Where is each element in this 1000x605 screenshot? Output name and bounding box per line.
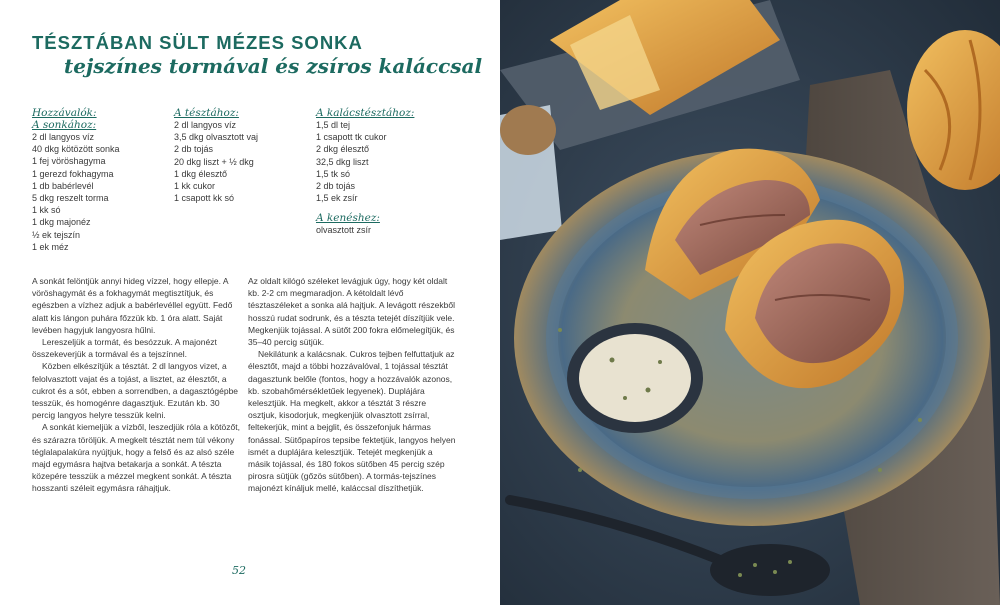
food-photo <box>500 0 1000 605</box>
thyme-leaf <box>558 328 562 332</box>
ingredients-column-dough <box>174 107 304 204</box>
thyme-leaf <box>878 468 882 472</box>
brush-heading: A kenéshez: <box>316 212 380 225</box>
ingredient-item: 20 dkg liszt + ½ dkg <box>174 156 254 167</box>
ingredient-item: 2 dl langyos víz <box>174 120 237 130</box>
ingredient-item: 40 dkg kötözött sonka <box>32 144 120 155</box>
instructions-column-2 <box>248 275 456 495</box>
ingredient-item: 1 kk cukor <box>174 181 216 192</box>
ingredient-item: 1 kk só <box>32 205 61 216</box>
instruction-paragraph: A sonkát kiemeljük a vízből, leszedjük róla a kötözőt, és szárazra töröljük. A megkelt tésztát nem túl vékony téglalapalakúra nyújtjuk, hogy a felső és az alsó széle majd egymásra hajtva betakarja a sonkát. A tészta közepére tesszük a mézzel megkent sonkát. A tészta hosszanti széleit egymásra ráhajtjuk. <box>32 422 240 494</box>
ingredient-item: 1 csapott kk só <box>174 193 235 204</box>
thyme-leaf <box>738 573 742 577</box>
ingredient-item: 2 dl langyos víz <box>32 132 95 142</box>
instruction-paragraph: Az oldalt kilógó széleket levágjuk úgy, hogy két oldalt kb. 2-2 cm megmaradjon. A kétoldalt lévő tésztaszéleket a sonka alá hajtjuk. A levágott részekből hosszú rudat sodrunk, és a tészta tetejét díszítjük vele. Megkenjük tojással. A sütőt 200 fokra előmelegítjük, és 35–40 percig sütjük. <box>248 276 455 348</box>
ingredient-item: 3,5 dkg olvasztott vaj <box>174 132 259 143</box>
page-number: 52 <box>232 564 246 577</box>
ingredients-column-bread <box>316 107 466 237</box>
thyme-leaf <box>918 418 922 422</box>
recipe-subtitle: tejszínes tormával és zsíros kaláccsal <box>64 54 483 78</box>
ingredient-item: 32,5 dkg liszt <box>316 156 369 167</box>
thyme-leaf <box>773 570 777 574</box>
thyme-leaf <box>646 388 651 393</box>
ingredient-item: 1 gerezd fokhagyma <box>32 168 114 179</box>
jar-lid <box>500 105 556 155</box>
instructions-column-1 <box>32 275 240 495</box>
horseradish-sauce <box>579 334 691 422</box>
instruction-paragraph: Lereszeljük a tormát, és besózzuk. A majonézt összekeverjük a tormával és a tejszínnel. <box>32 337 217 360</box>
ingredient-item: 1 dkg élesztő <box>174 168 228 179</box>
ingredient-item: 2 db tojás <box>316 181 356 192</box>
thyme-leaf <box>578 468 582 472</box>
thyme-leaf <box>658 360 662 364</box>
ingredient-item: 1 db babérlevél <box>32 180 94 191</box>
thyme-leaf <box>623 396 627 400</box>
ham-heading: A sonkához: <box>32 119 97 131</box>
ingredients-column-ham <box>32 107 162 253</box>
ingredient-item: 1 dkg majonéz <box>32 217 91 228</box>
instruction-paragraph: Közben elkészítjük a tésztát. 2 dl langyos vizet, a felolvasztott vajat és a tojást, a lisztet, az élesztőt, a cukrot és a sót, ebben a sorrendben, a dagasztógépbe tesszük, és homogénre dagasztjuk. Ezután kb. 30 percig langyos helyre tesszük kelni. <box>32 361 239 421</box>
ingredient-item: 1 csapott tk cukor <box>316 132 387 143</box>
ingredient-item: 5 dkg reszelt torma <box>32 193 109 204</box>
ingredient-item: ½ ek tejszín <box>32 229 81 240</box>
ingredient-item: 2 dkg élesztő <box>316 144 370 155</box>
bread-heading: A kalácstésztához: <box>316 107 415 119</box>
dough-heading: A tésztához: <box>174 107 239 119</box>
thyme-leaf <box>788 560 792 564</box>
recipe-title: TÉSZTÁBAN SÜLT MÉZES SONKA <box>32 32 363 53</box>
ingredient-item: 1,5 dl tej <box>316 120 351 130</box>
ingredients-heading: Hozzávalók: <box>32 107 97 119</box>
ingredient-item: 1 fej vöröshagyma <box>32 156 106 167</box>
ingredient-item: 1 ek méz <box>32 241 69 252</box>
instruction-paragraph: A sonkát felöntjük annyi hideg vízzel, hogy ellepje. A vöröshagymát és a fokhagymát megtisztítjuk, és egészben a vízhez adjuk a babérlevéllel együtt. Fedő alatt kis lángon puhára főzzük kb. 1 óra alatt. Saját levében hagyjuk langyosra hűlni. <box>32 276 233 335</box>
ingredient-item: 2 db tojás <box>174 144 214 155</box>
thyme-leaf <box>610 358 615 363</box>
ingredient-item: olvasztott zsír <box>316 225 372 236</box>
ingredient-item: 1,5 ek zsír <box>316 193 358 204</box>
spoon-bowl <box>710 544 830 596</box>
food-photo-illustration <box>500 0 1000 605</box>
spacer <box>316 204 466 212</box>
thyme-leaf <box>753 563 757 567</box>
instruction-paragraph: Nekilátunk a kalácsnak. Cukros tejben felfuttatjuk az élesztőt, majd a többi hozzávalóval, 1 tojással tésztát dagasztunk belőle (fontos, hogy a hozzávalók azonos, kb. szobahőmérsékletűek legyenek). Duplájára kelesztjük. Ha megkelt, akkor a tésztát 3 részre osztjuk, kisodorjuk, megkenjük olvasztott zsírral, feltekerjük, mint a bejglit, és összefonjuk hármas fonással. Sütőpapíros tepsibe fektetjük, langyos helyen ismét a duplájára kelesztjük. Tetejét megkenjük a másik tojással, és 180 fokos sütőben 45 percig szép pirosra sütjük (gőzös sütőben). A tormás-tejszínes majonézt kínáljuk mellé, kaláccsal díszíthetjük. <box>248 349 456 494</box>
ingredient-item: 1,5 tk só <box>316 168 351 179</box>
